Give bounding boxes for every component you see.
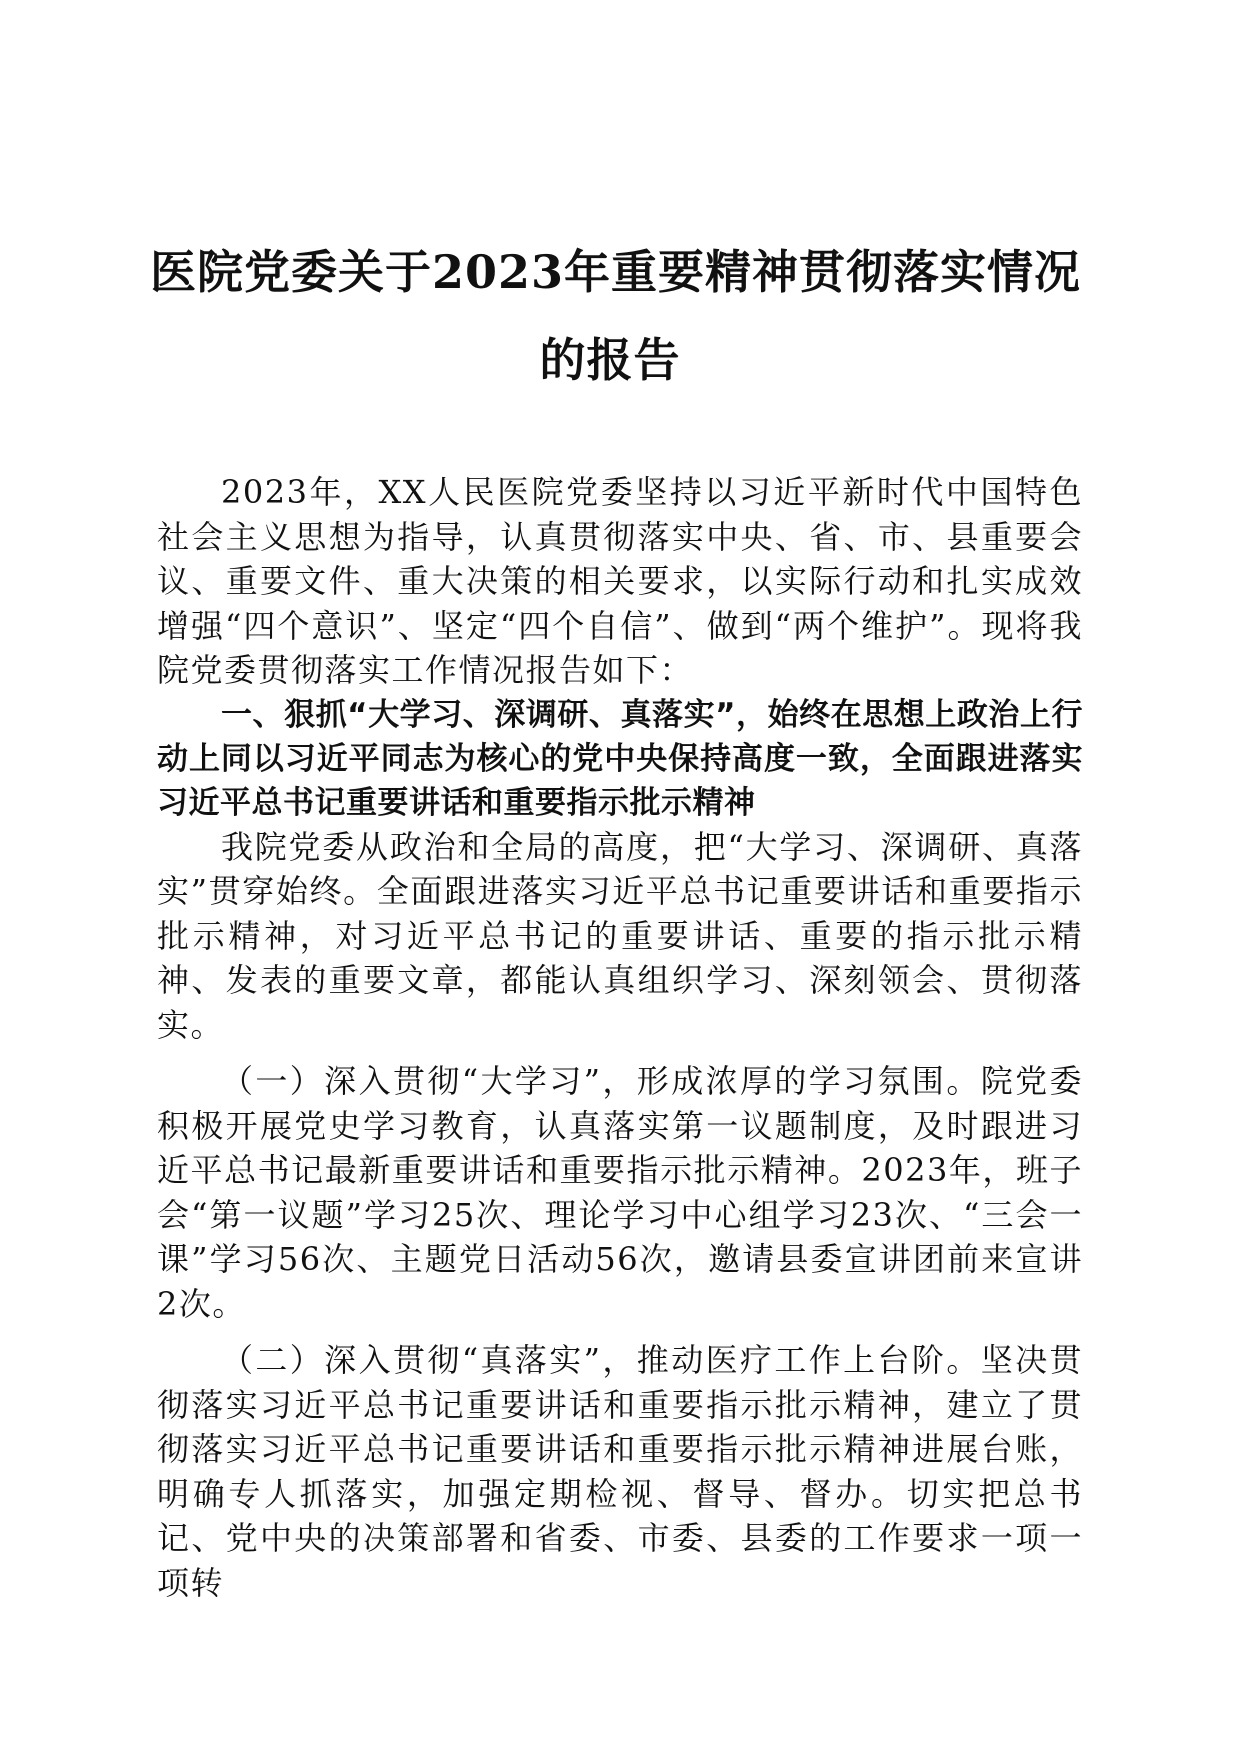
document-title	[150, 228, 1082, 404]
section-1-paragraph: 我院党委从政治和全局的高度，把“大学习、深调研、真落实”贯穿始终。全面跟进落实习近平总书记重要讲话和重要指示批示精神，对习近平总书记的重要讲话、重要的指示批示精神、发表的重要文章，都能认真组织学习、深刻领会、贯彻落实。	[157, 827, 1083, 1044]
intro-paragraph: 2023年，XX人民医院党委坚持以习近平新时代中国特色社会主义思想为指导，认真贯彻落实中央、省、市、县重要会议、重要文件、重大决策的相关要求，以实际行动和扎实成效增强“四个意识”、坚定“四个自信”、做到“两个维护”。现将我院党委贯彻落实工作情况报告如下：	[157, 473, 1083, 689]
title-line-2: 的报告	[539, 333, 681, 387]
document-body	[157, 470, 1083, 1605]
subsection-2-paragraph: （二）深入贯彻“真落实”，推动医疗工作上台阶。坚决贯彻落实习近平总书记重要讲话和重要指示批示精神，建立了贯彻落实习近平总书记重要讲话和重要指示批示精神进展台账，明确专人抓落实，加强定期检视、督导、督办。切实把总书记、党中央的决策部署和省委、市委、县委的工作要求一项一项转	[157, 1341, 1083, 1602]
section-heading-1: 一、狠抓“大学习、深调研、真落实”，始终在思想上政治上行动上同以习近平同志为核心的党中央保持高度一致，全面跟进落实习近平总书记重要讲话和重要指示批示精神	[157, 696, 1083, 821]
subsection-1-paragraph: （一）深入贯彻“大学习”，形成浓厚的学习氛围。院党委积极开展党史学习教育，认真落实第一议题制度，及时跟进习近平总书记最新重要讲话和重要指示批示精神。2023年，班子会“第一议题”学习25次、理论学习中心组学习23次、“三会一课”学习56次、主题党日活动56次，邀请县委宣讲团前来宣讲2次。	[157, 1062, 1083, 1323]
title-line-1: 医院党委关于2023年重要精神贯彻落实情况	[150, 245, 1082, 299]
